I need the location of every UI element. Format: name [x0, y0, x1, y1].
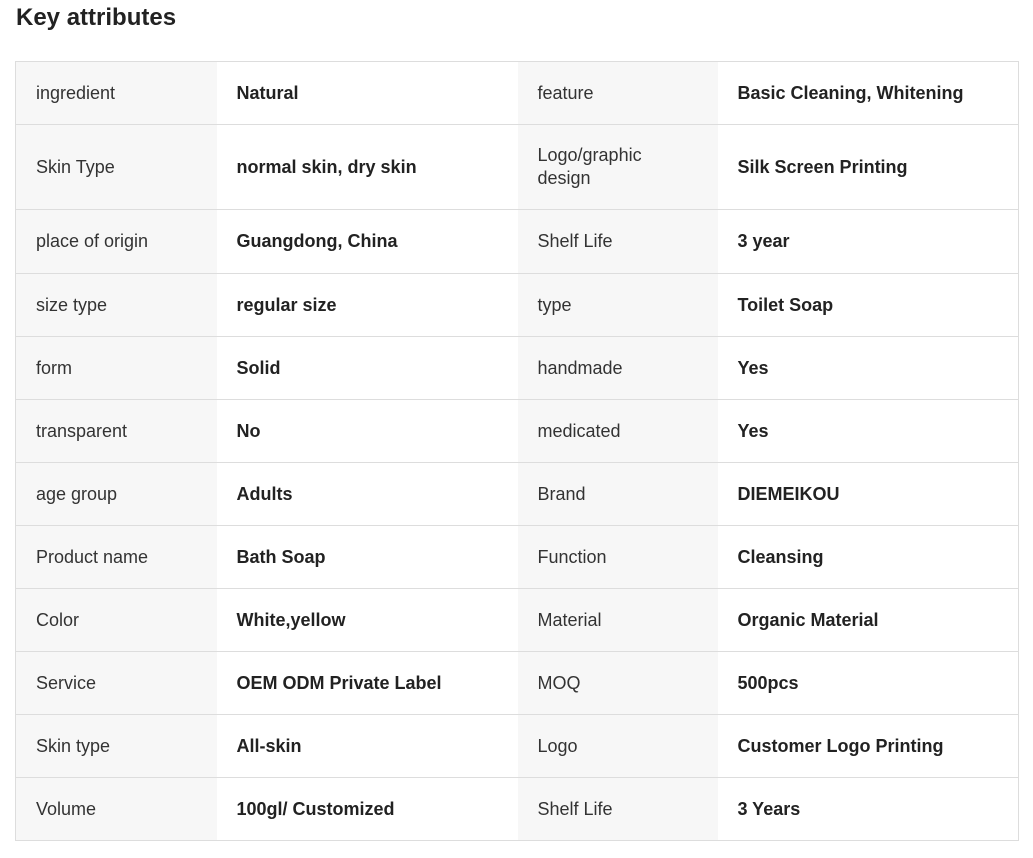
- attribute-value: 3 year: [718, 210, 1019, 274]
- attribute-value: Solid: [217, 337, 518, 400]
- attribute-key: Volume: [16, 778, 217, 841]
- attribute-key: Material: [518, 589, 718, 652]
- attribute-key: Skin Type: [16, 125, 217, 210]
- attribute-key: MOQ: [518, 652, 718, 715]
- attribute-key: Color: [16, 589, 217, 652]
- attribute-value: Toilet Soap: [718, 274, 1019, 337]
- attribute-value: DIEMEIKOU: [718, 463, 1019, 526]
- attribute-value: Basic Cleaning, Whitening: [718, 62, 1019, 125]
- attribute-value: Yes: [718, 337, 1019, 400]
- table-row: [16, 778, 1019, 841]
- attribute-key: Logo/graphic design: [518, 125, 718, 210]
- attribute-value: All-skin: [217, 715, 518, 778]
- attribute-value: Guangdong, China: [217, 210, 518, 274]
- attribute-key: Brand: [518, 463, 718, 526]
- attribute-value: 3 Years: [718, 778, 1019, 841]
- attribute-value: Adults: [217, 463, 518, 526]
- attribute-key: age group: [16, 463, 217, 526]
- key-attributes-table: [15, 61, 1019, 841]
- attribute-key: ingredient: [16, 62, 217, 125]
- table-row: [16, 210, 1019, 274]
- attribute-value: normal skin, dry skin: [217, 125, 518, 210]
- attribute-value: Silk Screen Printing: [718, 125, 1019, 210]
- attribute-value: Yes: [718, 400, 1019, 463]
- attribute-key: handmade: [518, 337, 718, 400]
- attribute-key: Skin type: [16, 715, 217, 778]
- attribute-key: feature: [518, 62, 718, 125]
- table-row: [16, 400, 1019, 463]
- table-row: [16, 62, 1019, 125]
- attribute-value: Organic Material: [718, 589, 1019, 652]
- attribute-key: type: [518, 274, 718, 337]
- attribute-key: Shelf Life: [518, 210, 718, 274]
- attribute-key: form: [16, 337, 217, 400]
- section-title: Key attributes: [16, 4, 177, 31]
- table-row: [16, 526, 1019, 589]
- attribute-key: medicated: [518, 400, 718, 463]
- attribute-key: Function: [518, 526, 718, 589]
- table-row: [16, 652, 1019, 715]
- attribute-key: Service: [16, 652, 217, 715]
- attribute-key: size type: [16, 274, 217, 337]
- attribute-key: place of origin: [16, 210, 217, 274]
- attribute-value: Bath Soap: [217, 526, 518, 589]
- table-row: [16, 463, 1019, 526]
- attribute-value: Natural: [217, 62, 518, 125]
- attribute-value: 500pcs: [718, 652, 1019, 715]
- table-row: [16, 589, 1019, 652]
- attribute-key: Shelf Life: [518, 778, 718, 841]
- attribute-value: OEM ODM Private Label: [217, 652, 518, 715]
- attribute-value: Cleansing: [718, 526, 1019, 589]
- table-row: [16, 715, 1019, 778]
- attribute-key: transparent: [16, 400, 217, 463]
- attribute-value: No: [217, 400, 518, 463]
- table-row: [16, 337, 1019, 400]
- attribute-value: regular size: [217, 274, 518, 337]
- attribute-value: Customer Logo Printing: [718, 715, 1019, 778]
- attribute-value: 100gl/ Customized: [217, 778, 518, 841]
- attribute-key: Logo: [518, 715, 718, 778]
- attribute-key: Product name: [16, 526, 217, 589]
- table-row: [16, 274, 1019, 337]
- attribute-value: White,yellow: [217, 589, 518, 652]
- table-row: [16, 125, 1019, 210]
